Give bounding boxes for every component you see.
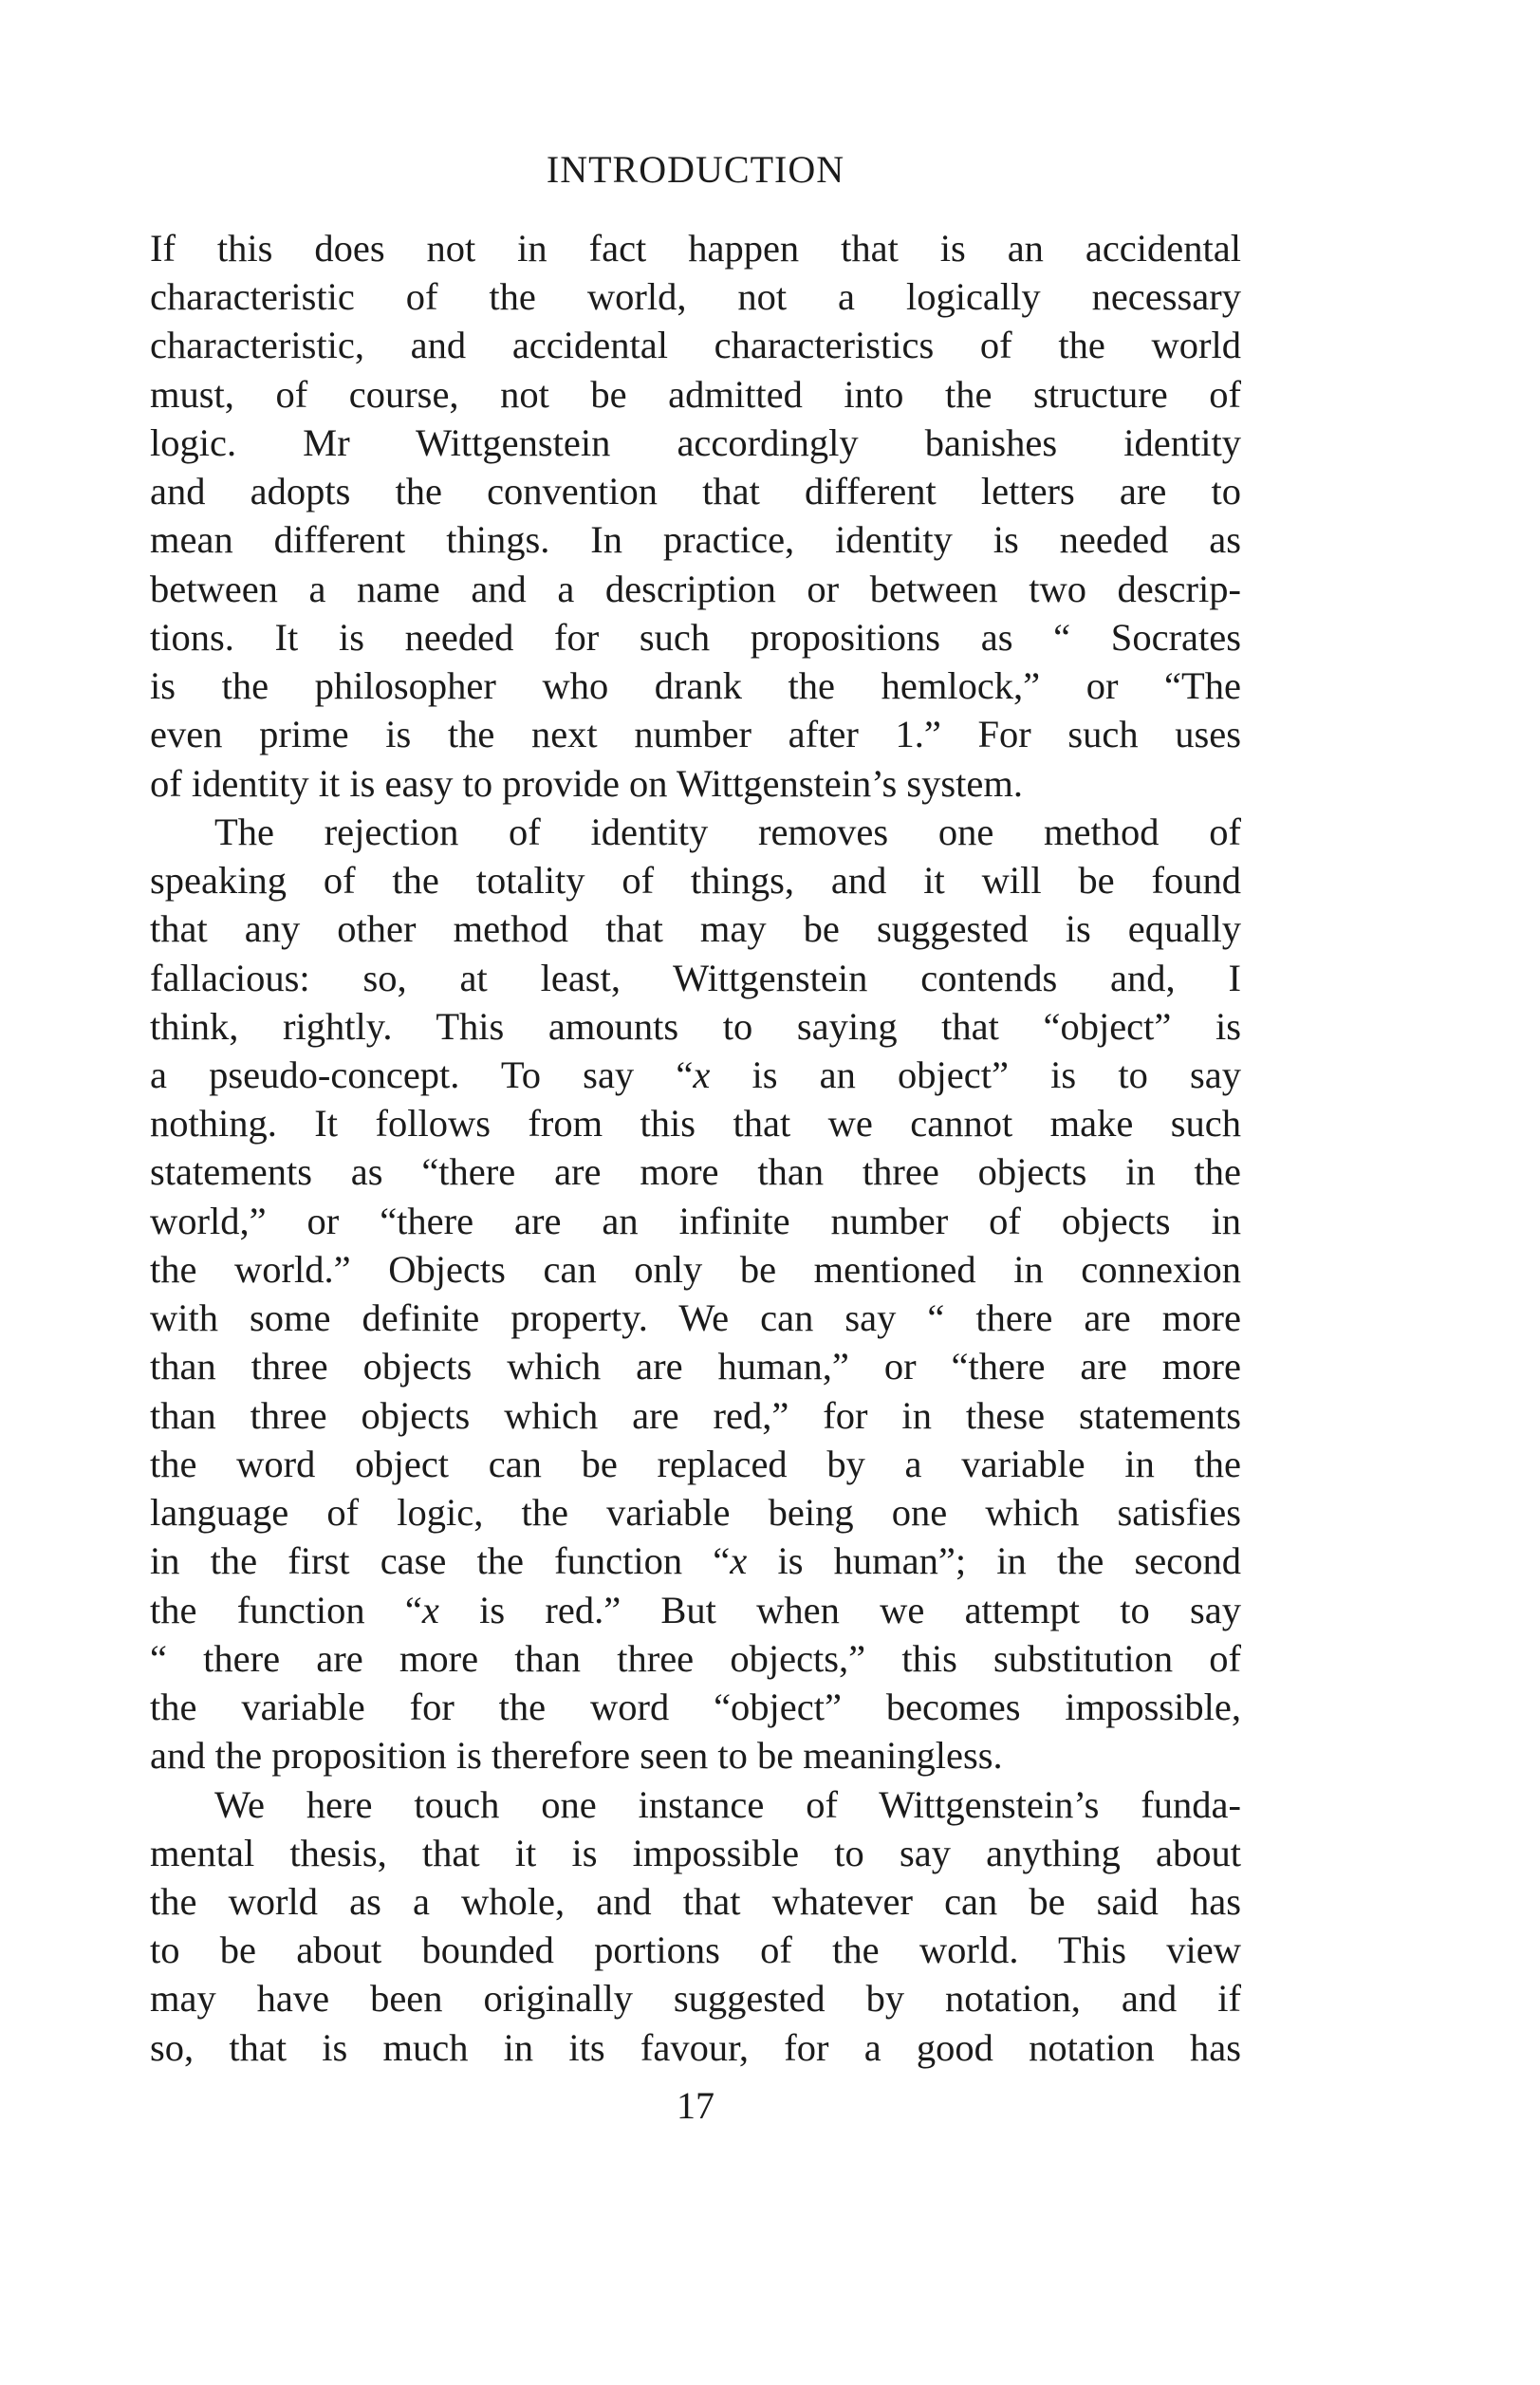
variable: x [693, 1053, 711, 1096]
variable: x [730, 1539, 748, 1583]
text-line: the variable for the word “object” becomes impossible, [150, 1686, 1241, 1729]
text-line: may have been originally suggested by notation, and if [150, 1977, 1241, 2021]
text-line: mental thesis, that it is impossible to say anything about [150, 1831, 1241, 1874]
text-line: statements as “there are more than three objects in the [150, 1150, 1241, 1194]
text-line: language of logic, the variable being one which satisfies [150, 1491, 1241, 1535]
text-line: and adopts the convention that different letters are to [150, 470, 1241, 513]
text-line: the function “x is red.” But when we attempt to say [150, 1588, 1241, 1631]
text-line: think, rightly. This amounts to saying that “object” is [150, 1004, 1241, 1048]
text-line: than three objects which are red,” for in these statements [150, 1393, 1241, 1437]
text-line: speaking of the totality of things, and it will be found [150, 859, 1241, 903]
text-line: and the proposition is therefore seen to be meaningless. [150, 1734, 1003, 1778]
text-line: so, that is much in its favour, for a good notation has [150, 2025, 1241, 2069]
text-line: world,” or “there are an infinite number of objects in [150, 1199, 1241, 1242]
text-line: that any other method that may be suggested is equally [150, 907, 1241, 951]
text-line: the world as a whole, and that whatever can be said has [150, 1879, 1241, 1923]
variable: x [421, 1588, 439, 1631]
text-line: a pseudo-concept. To say “x is an object” is to say [150, 1053, 1241, 1096]
text-line: “ there are more than three objects,” this substitution of [150, 1636, 1241, 1680]
text-line: nothing. It follows from this that we cannot make such [150, 1102, 1241, 1146]
text-line: than three objects which are human,” or “there are more [150, 1345, 1241, 1388]
text-line: with some definite property. We can say “ there are more [150, 1296, 1241, 1340]
text-line: even prime is the next number after 1.” For such uses [150, 713, 1241, 756]
text-line: tions. It is needed for such propositions as “ Socrates [150, 615, 1241, 659]
text-line: in the first case the function “x is human”; in the second [150, 1539, 1241, 1583]
page-number: 17 [677, 2084, 714, 2127]
text-line: must, of course, not be admitted into the structure of [150, 372, 1241, 416]
text-line: the word object can be replaced by a variable in the [150, 1442, 1241, 1485]
running-header: INTRODUCTION [546, 148, 845, 191]
text-line: logic. Mr Wittgenstein accordingly banishes identity [150, 420, 1241, 464]
body-text [150, 224, 1241, 2072]
text-line: characteristic, and accidental characteristics of the world [150, 324, 1241, 367]
text-line: of identity it is easy to provide on Wittgenstein’s system. [150, 761, 1024, 805]
text-line: The rejection of identity removes one method of [214, 810, 1241, 853]
text-line: mean different things. In practice, identity is needed as [150, 518, 1241, 562]
text-line: If this does not in fact happen that is an accidental [150, 227, 1241, 270]
text-line: to be about bounded portions of the world. This view [150, 1928, 1241, 1972]
text-line: is the philosopher who drank the hemlock,” or “The [150, 664, 1241, 708]
text-line: the world.” Objects can only be mentioned in connexion [150, 1247, 1241, 1291]
text-line: fallacious: so, at least, Wittgenstein contends and, I [150, 956, 1241, 999]
text-line: We here touch one instance of Wittgenstein’s funda- [214, 1782, 1241, 1826]
text-line: between a name and a description or between two descrip- [150, 567, 1241, 610]
text-line: characteristic of the world, not a logically necessary [150, 275, 1241, 319]
